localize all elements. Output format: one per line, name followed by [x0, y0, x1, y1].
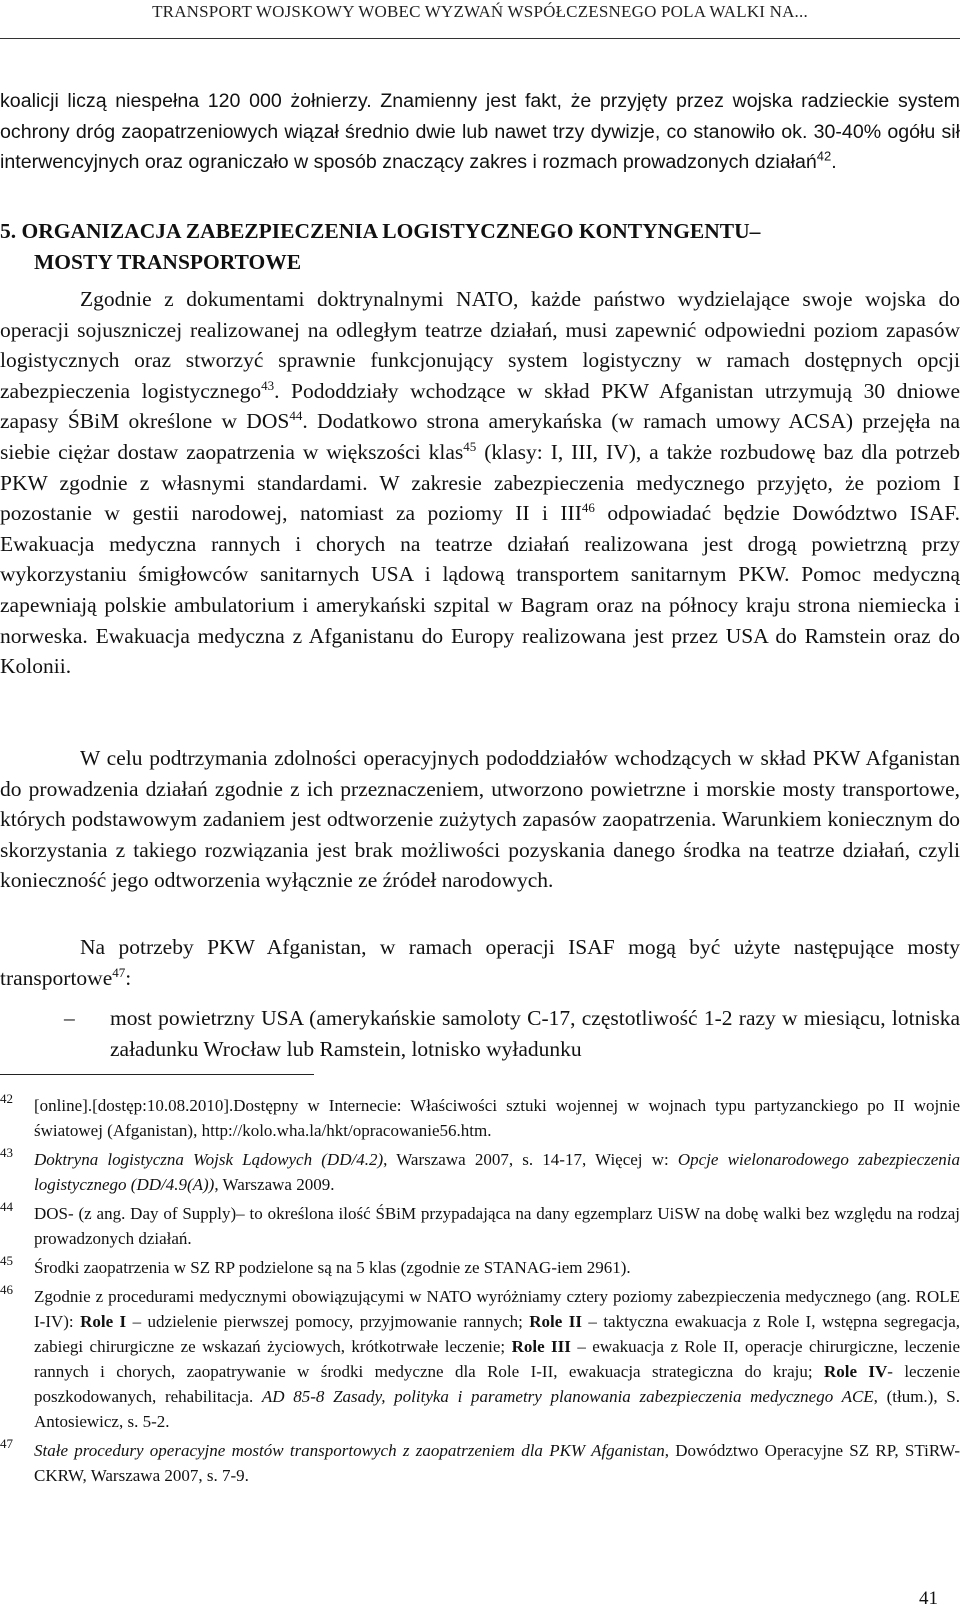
role-label: Role IV [823, 1362, 888, 1381]
page-number: 41 [919, 1588, 938, 1609]
footnote-fragment: – udzielenie pierwszej pomocy, przyjmowanie rannych; [126, 1312, 530, 1331]
footnote-title: Opcje wielonarodowego zabezpieczenia logistycznego (DD/4.9(A)) [34, 1150, 960, 1194]
footnote-46 [0, 1284, 960, 1434]
body-paragraph-1 [0, 284, 960, 682]
footnote-fragment: Zgodnie z procedurami medycznymi obowiązującymi w NATO wyróżniamy cztery poziomy zabezpieczenia medycznego (ang. ROLE I-IV): [34, 1287, 960, 1331]
footnote-text [34, 1284, 960, 1434]
footnote-text [34, 1438, 960, 1488]
footnote-fragment: – ewakuacja z Role II, operacje chirurgiczne, leczenie rannych i chorych, zaopatrywanie w środki medyczne dla Role I-II, ewakuacja strategiczna do kraju; [34, 1337, 960, 1381]
footnote-number: 42 [0, 1091, 13, 1106]
footnote-43 [0, 1147, 960, 1197]
footnote-42 [0, 1093, 960, 1143]
list-item [0, 1003, 960, 1064]
footnote-ref-44[interactable]: 44 [289, 408, 303, 424]
section-heading [0, 216, 960, 277]
footnote-ref-47[interactable]: 47 [112, 964, 126, 980]
footnote-text [34, 1147, 960, 1197]
footnote-text: Środki zaopatrzenia w SZ RP podzielone są na 5 klas (zgodnie ze STANAG-iem 2961). [34, 1258, 631, 1277]
footnote-title: Doktryna logistyczna Wojsk Lądowych (DD/4.2) [34, 1150, 384, 1169]
role-label: Role II [529, 1312, 582, 1331]
footnote-number: 43 [0, 1145, 13, 1160]
footnote-fragment: , Warszawa 2009. [214, 1175, 335, 1194]
intro-text: koalicji liczą niespełna 120 000 żołnierzy. Znamienny jest fakt, że przyjęty przez wojska radzieckie system ochrony dróg zaopatrzeniowych wiązał średnio dwie lub nawet trzy dywizje, co stanowiło ok. 30-40% ogółu sił interwencyjnych oraz ograniczało w sposób znaczący zakres i rozmach prowadzonych działań [0, 90, 960, 173]
intro-paragraph [0, 86, 960, 178]
body-paragraph-2 [0, 743, 960, 896]
footnote-ref-43[interactable]: 43 [261, 377, 275, 393]
list-item-text: most powietrzny USA (amerykańskie samoloty C-17, częstotliwość 1-2 razy w miesiącu, lotniska załadunku Wrocław lub Ramstein, lotnisko wyładunku [110, 1006, 960, 1061]
para2-text: W celu podtrzymania zdolności operacyjnych pododdziałów wchodzących w skład PKW Afganistan do prowadzenia działań zgodnie z ich przeznaczeniem, utworzono powietrzne i morskie mosty transportowe, których podstawowym zadaniem jest odtworzenie zużytych zapasów zaopatrzenia. Warunkiem koniecznym do skorzystania z takiego rozwiązania jest brak możliwości pozyskania danego środka na teatrze działań, czyli konieczność jego odtworzenia wyłącznie ze źródeł narodowych. [0, 746, 960, 893]
para1-text-a: Zgodnie z dokumentami doktrynalnymi NATO, każde państwo wydzielające swoje wojska do operacji sojuszniczej realizowanej na odległym teatrze działań, musi zapewnić odpowiedni poziom zapasów logistycznych oraz stworzyć sprawnie funkcjonujący system logistyczny w ramach dostępnych opcji zabezpieczenia logistycznego [0, 287, 960, 403]
footnote-44 [0, 1201, 960, 1251]
header-divider [0, 38, 960, 39]
footnote-title: Stałe procedury operacyjne mostów transportowych z zaopatrzeniem dla PKW Afganistan [34, 1441, 665, 1460]
role-label: Role I [80, 1312, 127, 1331]
para1-text-e: odpowiadać będzie Dowództwo ISAF. Ewakuacja medyczna rannych i chorych na teatrze działań realizowana jest drogą powietrzną przy wykorzystaniu śmigłowców sanitarnych USA i lądową transportem sanitarnym PKW. Pomoc medyczną zapewniają polskie ambulatorium i amerykański szpital w Bagram oraz na północy kraju strona niemiecka i norweska. Ewakuacja medyczna z Afganistanu do Europy realizowana jest przez USA do Ramstein oraz do Kolonii. [0, 501, 960, 679]
footnote-number: 46 [0, 1282, 13, 1297]
footnote-title: AD 85-8 Zasady, polityka i parametry planowania zabezpieczenia medycznego ACE [261, 1387, 874, 1406]
footnote-number: 47 [0, 1436, 13, 1451]
footnote-divider [0, 1074, 314, 1075]
footnote-fragment: , Warszawa 2007, s. 14-17, Więcej w: [383, 1150, 678, 1169]
section-heading-line1: 5. ORGANIZACJA ZABEZPIECZENIA LOGISTYCZNEGO KONTYNGENTU– [0, 219, 761, 243]
footnote-text: [online].[dostęp:10.08.2010].Dostępny w Internecie: Właściwości sztuki wojennej w wojnach typu partyzanckiego po II wojnie światowej (Afganistan), http://kolo.wha.la/hkt/opracowanie56.htm. [34, 1096, 960, 1140]
footnote-fragment: , Dowództwo Operacyjne SZ RP, STiRW-CKRW, Warszawa 2007, s. 7-9. [34, 1441, 960, 1485]
footnote-45 [0, 1255, 960, 1280]
footnote-ref-45[interactable]: 45 [463, 438, 477, 454]
para3-text: Na potrzeby PKW Afganistan, w ramach operacji ISAF mogą być użyte następujące mosty transportowe [0, 935, 960, 990]
running-header: TRANSPORT WOJSKOWY WOBEC WYZWAŃ WSPÓŁCZESNEGO POLA WALKI NA... [152, 2, 808, 21]
para3-end: : [125, 965, 132, 990]
footnote-47 [0, 1438, 960, 1488]
list-dash: – [64, 1006, 75, 1030]
role-label: Role III [511, 1337, 571, 1356]
footnote-fragment: , (tłum.), S. Antosiewicz, s. 5-2. [34, 1387, 960, 1431]
body-paragraph-3 [0, 932, 960, 993]
para1-text-c: . Dodatkowo strona amerykańska (w ramach umowy ACSA) przejęła na siebie ciężar dostaw zaopatrzenia w większości klas [0, 409, 960, 464]
footnote-fragment: - leczenie poszkodowanych, rehabilitacja. [34, 1362, 960, 1406]
para1-text-b: . Pododdziały wchodzące w skład PKW Afganistan utrzymują 30 dniowe zapasy ŚBiM określone w DOS [0, 378, 960, 434]
footnotes [0, 1093, 960, 1492]
intro-end: . [831, 151, 837, 173]
para1-text-d: (klasy: I, III, IV), a także rozbudowę baz dla potrzeb PKW zgodnie z własnymi standardami. W zakresie zabezpieczenia medycznego przyjęto, że poziom I pozostanie w gestii narodowej, natomiast za poziomy II i III [0, 439, 960, 526]
footnote-fragment: – taktyczna ewakuacja z Role I, wstępna segregacja, zabiegi chirurgiczne ze wskazań życiowych, krótkotrwałe leczenie; [34, 1312, 960, 1356]
footnote-ref-46[interactable]: 46 [581, 500, 595, 515]
footnote-number: 45 [0, 1253, 13, 1268]
footnote-text: DOS- (z ang. Day of Supply)– to określona ilość ŚBiM przypadająca na dany egzemplarz UiSW na dobę walki bez względu na rodzaj prowadzonych działań. [34, 1204, 960, 1248]
section-heading-line2: MOSTY TRANSPORTOWE [34, 249, 302, 274]
footnote-ref-42[interactable]: 42 [816, 148, 832, 164]
footnote-number: 44 [0, 1199, 13, 1214]
